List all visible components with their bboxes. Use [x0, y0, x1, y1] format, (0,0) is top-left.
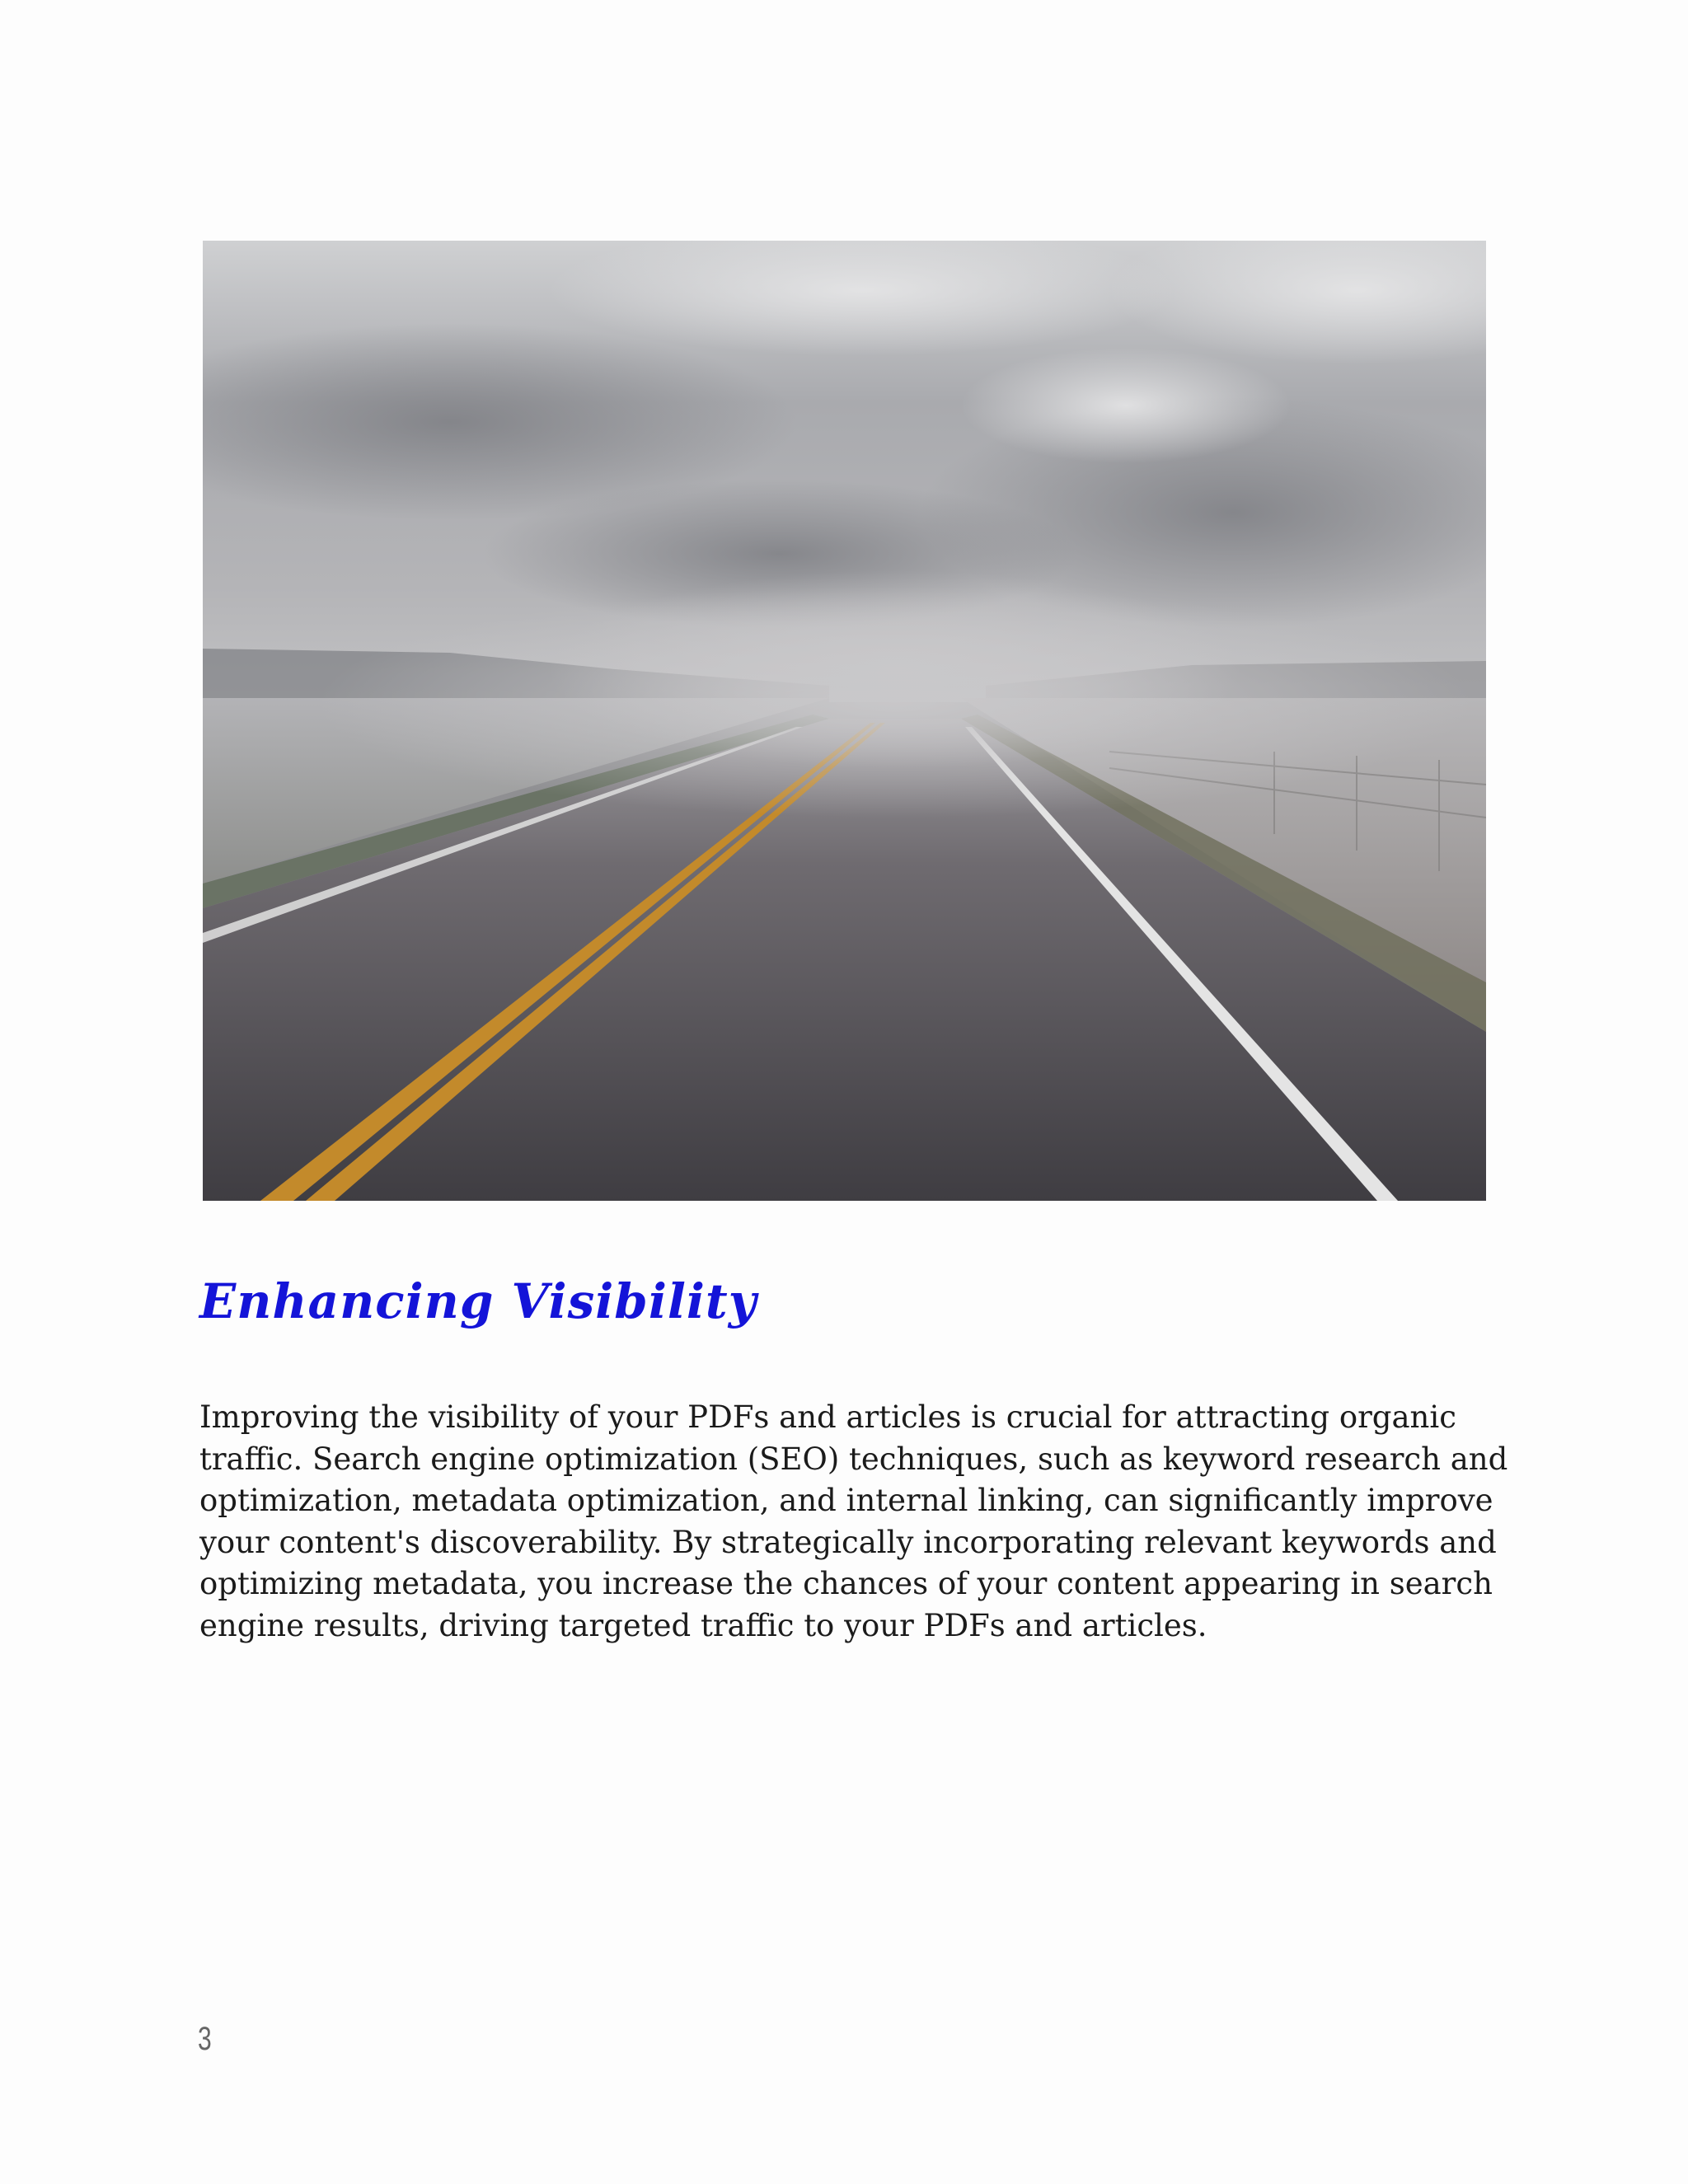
section-heading: Enhancing Visibility [199, 1273, 757, 1329]
body-paragraph: Improving the visibility of your PDFs and articles is crucial for attracting organic traffic. Search engine optimization (SEO) techniques, such as keyword research and optimization, metadata optimization, and internal linking, can significantly improve your content's discoverability. By strategically incorporating relevant keywords and optimizing metadata, you increase the chances of your content appearing in search engine results, driving targeted traffic to your PDFs and articles. [199, 1399, 1508, 1643]
foggy-road-photo [203, 241, 1486, 1201]
page-number: 3 [198, 2021, 212, 2057]
